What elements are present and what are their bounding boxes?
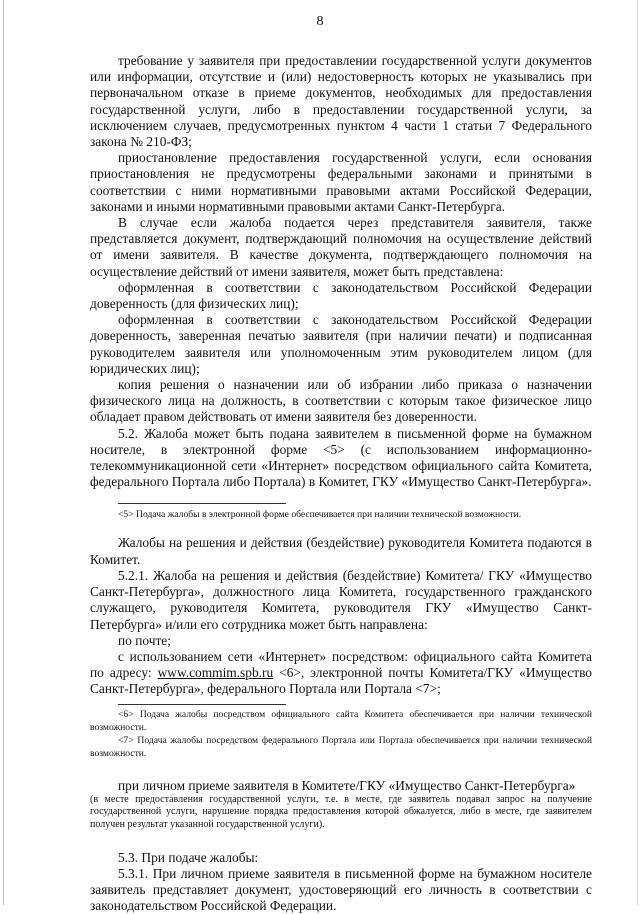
scan-edge-left — [3, 0, 4, 905]
paragraph-head-complaints: Жалобы на решения и действия (бездействие) руководителя Комитета подаются в Комитет. — [90, 535, 592, 567]
website-link[interactable]: www.commim.spb.ru — [157, 665, 274, 681]
paragraph-representative: В случае если жалоба подается через представителя заявителя, также представляется документ, подтверждающий полномочия на осуществление действий от имени заявителя. В качестве документа, подтверждающего полномочия на осуществление действий от имени заявителя, может быть представлена: — [90, 215, 592, 279]
paragraph-5-3: 5.3. При подаче жалобы: — [118, 849, 259, 865]
paragraph-reception-note: (в месте предоставления государственной услуги, т.е. в месте, где заявитель подавал запрос на получение государственной услуги, нарушение порядка предоставления которой обжалуется, либо в месте, где заявителем получен результат указанной государственной услуги). — [90, 793, 592, 830]
footnote-block-5 — [90, 508, 592, 521]
footnote-rule-2 — [118, 704, 286, 705]
paragraph-appointment-order: копия решения о назначении или об избрании либо приказа о назначении физического лица на должность, в соответствии с которым такое физическое лицо обладает правом действовать от имени заявителя без доверенности. — [90, 377, 592, 425]
paragraph-5-2-1: 5.2.1. Жалоба на решения и действия (бездействие) Комитета/ ГКУ «Имущество Санкт-Петербурга», должностного лица Комитета, государственного гражданского служащего, руководителя Комитета, руководителя ГКУ «Имущество Санкт-Петербурга» и/или его сотрудника может быть направлена: — [90, 567, 592, 632]
paragraph-internet: с использованием сети «Интернет» посредством: официального сайта Комитета по адресу: www.commim.spb.ru <6>, электронной почты Комитета/ГКУ «Имущество Санкт-Петербурга», федерального Портала или Портала <7>; — [90, 648, 593, 697]
footnote-6: <6> Подача жалобы посредством официального сайта Комитета обеспечивается при наличии технической возможности. — [90, 708, 592, 733]
document-body — [90, 53, 592, 914]
page-number: 8 — [316, 14, 324, 29]
footnote-7: <7> Подача жалобы посредством федерального Портала или Портала обеспечивается при наличии технической возможности. — [90, 734, 592, 759]
paragraph-personal-reception: при личном приеме заявителя в Комитете/ГКУ «Имущество Санкт-Петербурга» — [118, 777, 576, 793]
footnote-rule — [118, 503, 286, 504]
footnote-block-6-7 — [90, 708, 592, 760]
paragraph-demand-documents: требование у заявителя при предоставлении государственной услуги документов или информации, отсутствие и (или) недостоверность которых не указывались при первоначальном отказе в приеме документов, необходимых для предоставления государственной услуги, либо в предоставлении государственной услуги, за исключением случаев, предусмотренных пунктом 4 части 1 статьи 7 Федерального закона № 210-ФЗ; — [90, 53, 592, 150]
paragraph-5-3-1: 5.3.1. При личном приеме заявителя в письменной форме на бумажном носителе заявитель представляет документ, удостоверяющий его личность в соответствии с законодательством Российской Федерации. — [90, 865, 592, 914]
footnote-5: <5> Подача жалобы в электронной форме обеспечивается при наличии технической возможности. — [118, 509, 522, 521]
paragraph-5-2: 5.2. Жалоба может быть подана заявителем в письменной форме на бумажном носителе, в электронной форме <5> (с использованием информационно-телекоммуникационной сети «Интернет» посредством официального сайта Комитета, федерального Портала либо Портала) в Комитет, ГКУ «Имущество Санкт-Петербурга». — [90, 425, 592, 490]
scan-edge-right — [637, 0, 638, 905]
paragraph-power-of-attorney-legal-entities: оформленная в соответствии с законодательством Российской Федерации доверенность, заверенная печатью заявителя (при наличии печати) и подписанная руководителем заявителя или уполномоченным этим руководителем лицом (для юридических лиц); — [90, 312, 592, 376]
paragraph-suspension: приостановление предоставления государственной услуги, если основания приостановления не предусмотрены федеральными законами и принятыми в соответствии с ними нормативными правовыми актами Российской Федерации, законами и иными нормативными правовыми актами Санкт-Петербурга. — [90, 150, 592, 214]
paragraph-power-of-attorney-individuals: оформленная в соответствии с законодательством Российской Федерации доверенность (для физических лиц); — [90, 279, 592, 312]
paragraph-by-mail: по почте; — [118, 632, 171, 648]
